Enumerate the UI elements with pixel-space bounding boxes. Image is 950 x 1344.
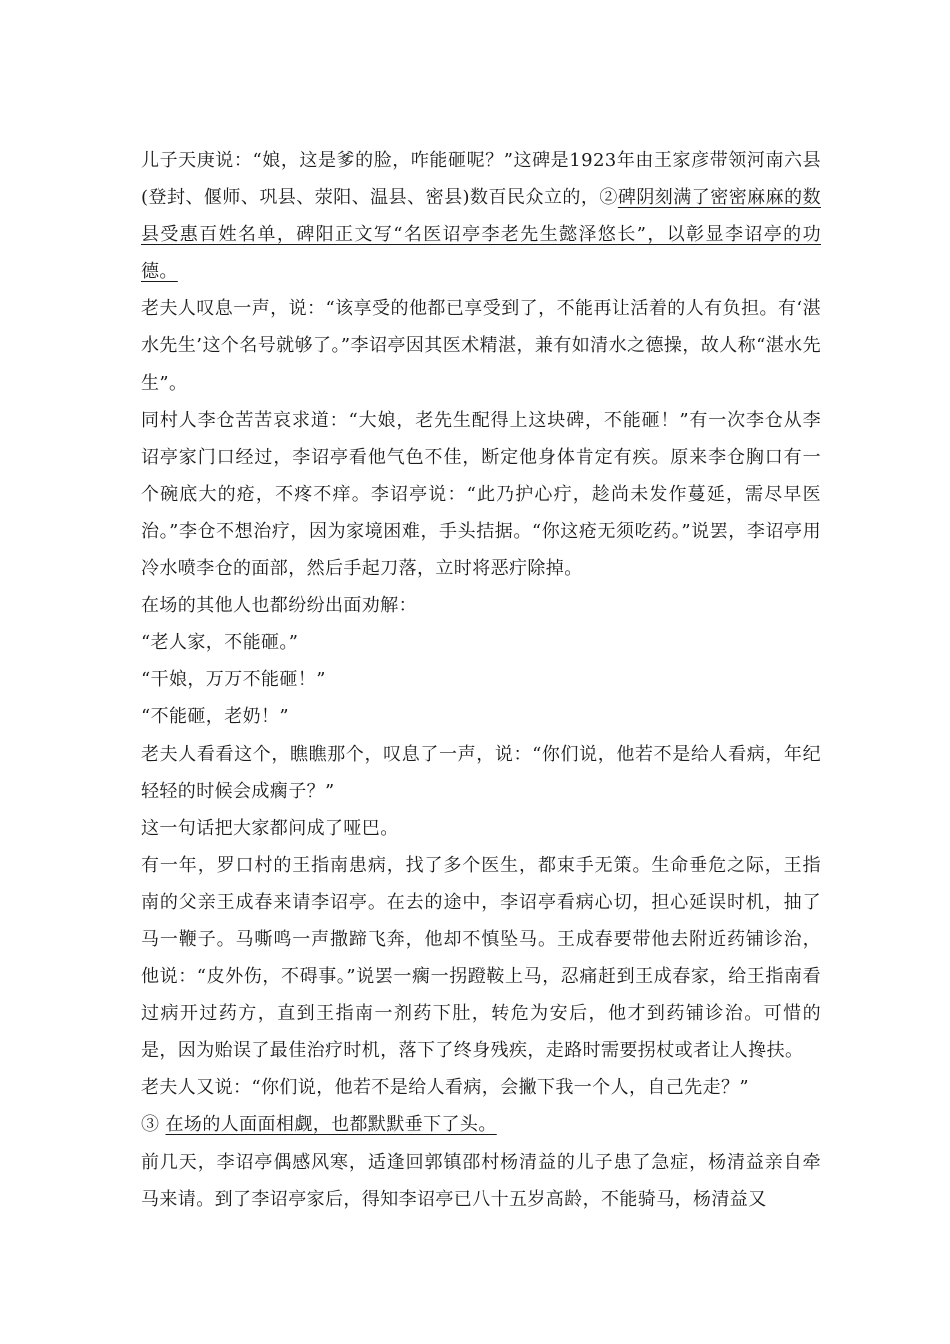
story-text: [141, 142, 821, 1218]
paragraph-6: [141, 661, 821, 698]
underlined-sentence-2: 碑阴刻满了密密麻麻的数县受惠百姓名单，碑阳正文写“名医诏亭李老先生懿泽悠长”，以彰显李诏亭的功德。: [141, 187, 821, 283]
paragraph-13: [141, 1144, 821, 1218]
paragraph-3-text: 同村人李仓苦苦哀求道：“大娘，老先生配得上这块碑，不能砸！”有一次李仓从李诏亭家门口经过，李诏亭看他气色不佳，断定他身体肯定有疾。原来李仓胸口有一个碗底大的疮，不疼不痒。李诏亭说：“此乃护心疔，趁尚未发作蔓延，需尽早医治。”李仓不想治疗，因为家境困难，手头拮据。“你这疮无须吃药。”说罢，李诏亭用冷水喷李仓的面部，然后手起刀落，立时将恶疔除掉。: [141, 409, 821, 580]
paragraph-2: [141, 290, 821, 401]
paragraph-2-text: 老夫人叹息一声，说：“该享受的他都已享受到了，不能再让活着的人有负担。有‘湛水先生’这个名号就够了。”李诏亭因其医术精湛，兼有如清水之德操，故人称“湛水先生”。: [141, 298, 821, 394]
paragraph-6-text: “干娘，万万不能砸！”: [141, 669, 326, 691]
underlined-sentence-3: 在场的人面面相觑，也都默默垂下了头。: [165, 1114, 497, 1136]
paragraph-9-text: 这一句话把大家都问成了哑巴。: [141, 817, 399, 839]
paragraph-13-text: 前几天，李诏亭偶感风寒，适逢回郭镇邵村杨清益的儿子患了急症，杨清益亲自牵马来请。到了李诏亭家后，得知李诏亭已八十五岁高龄，不能骑马，杨清益又: [141, 1151, 821, 1210]
paragraph-11: [141, 1069, 821, 1106]
paragraph-4-text: 在场的其他人也都纷纷出面劝解：: [141, 595, 417, 617]
paragraph-7-text: “不能砸，老奶！”: [141, 706, 290, 728]
annotation-marker-3: ③: [141, 1114, 166, 1136]
paragraph-5: [141, 624, 821, 661]
paragraph-7: [141, 698, 821, 735]
paragraph-11-text: 老夫人又说：“你们说，他若不是给人看病，会撇下我一个人，自己先走？”: [141, 1077, 750, 1099]
paragraph-3: [141, 402, 821, 587]
paragraph-10-text: 有一年，罗口村的王指南患病，找了多个医生，都束手无策。生命垂危之际，王指南的父亲王成春来请李诏亭。在去的途中，李诏亭看病心切，担心延误时机，抽了马一鞭子。马嘶鸣一声撒蹄飞奔，他却不慎坠马。王成春要带他去附近药铺诊治，他说：“皮外伤，不碍事。”说罢一瘸一拐蹬鞍上马，忍痛赶到王成春家，给王指南看过病开过药方，直到王指南一剂药下肚，转危为安后，他才到药铺诊治。可惜的是，因为贻误了最佳治疗时机，落下了终身残疾，走路时需要拐杖或者让人搀扶。: [141, 854, 821, 1062]
annotation-marker-2: ②: [599, 187, 618, 209]
paragraph-8-text: 老夫人看看这个，瞧瞧那个，叹息了一声，说：“你们说，他若不是给人看病，年纪轻轻的时候会成瘸子？”: [141, 743, 821, 802]
paragraph-12: [141, 1106, 821, 1143]
paragraph-8: [141, 736, 821, 810]
paragraph-1-text: 儿子天庚说：“娘，这是爹的脸，咋能砸呢？”这碑是1923年由王家彦带领河南六县(登封、偃师、巩县、荥阳、温县、密县)数百民众立的，: [141, 150, 821, 209]
paragraph-5-text: “老人家，不能砸。”: [141, 632, 299, 654]
paragraph-9: [141, 810, 821, 847]
paragraph-10: [141, 847, 821, 1070]
paragraph-1: [141, 142, 821, 290]
paragraph-4: [141, 587, 821, 624]
